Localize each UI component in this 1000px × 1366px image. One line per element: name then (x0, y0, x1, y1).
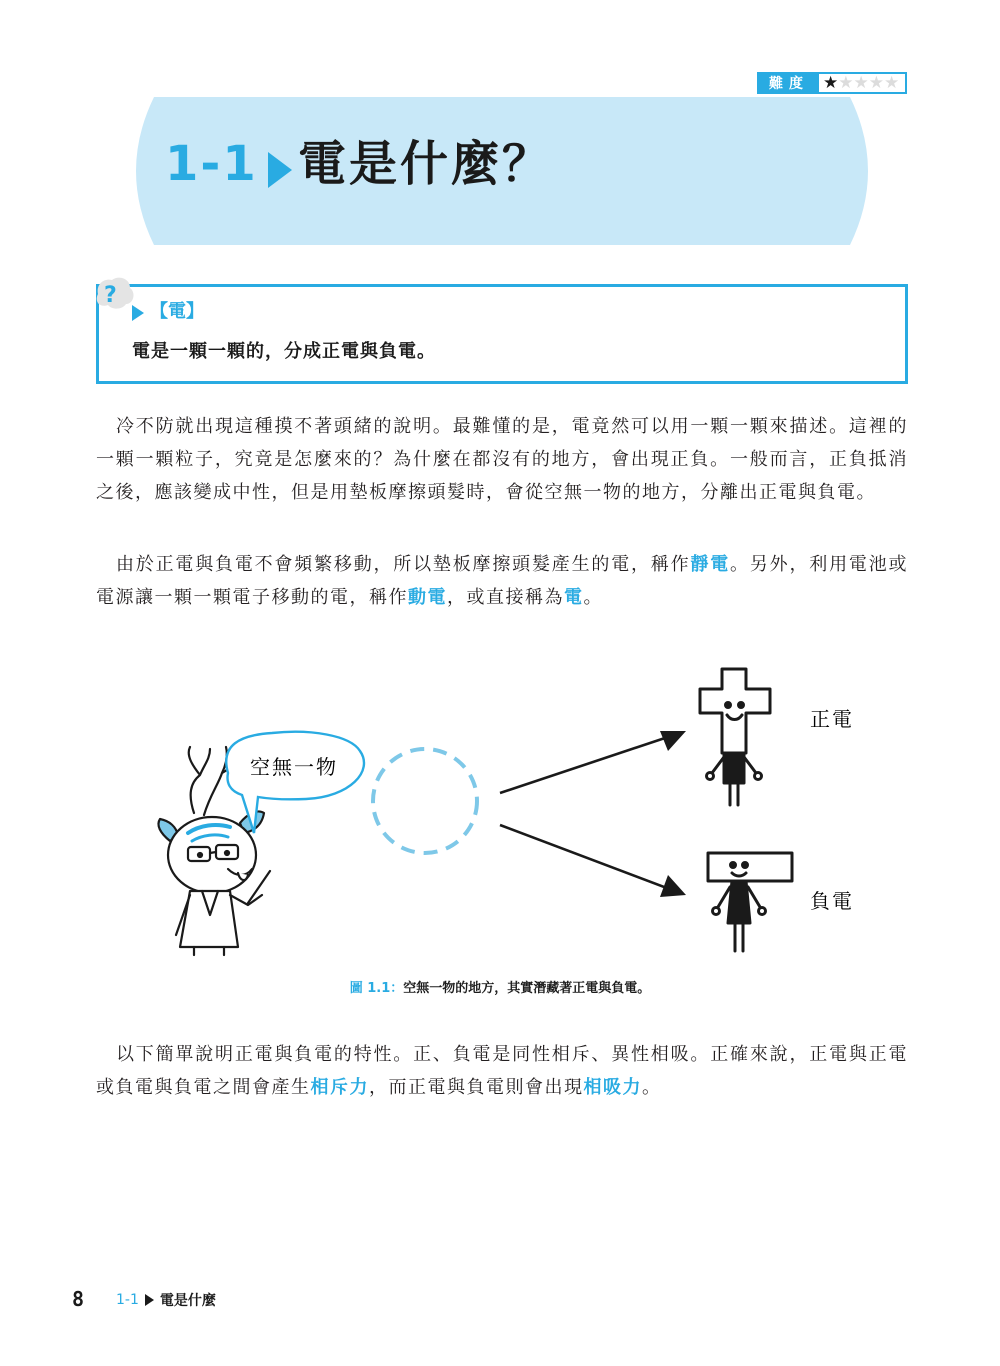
figure-illustration (130, 655, 870, 965)
paragraph-2 (96, 548, 908, 614)
text-run: ，或直接稱為 (447, 587, 564, 608)
svg-text:?: ? (104, 283, 117, 308)
running-head-number: 1-1 (116, 1292, 139, 1308)
speech-text: 空無一物 (250, 755, 338, 779)
text-run: 。另外，利用電池或電源讓一顆一顆電子移動的電，稱作 (96, 554, 909, 608)
highlight-term: 靜電 (690, 554, 731, 575)
positive-charge-character (700, 669, 770, 805)
star-icon: ★ (838, 72, 854, 93)
caption-label: 圖 1.1： (349, 981, 404, 996)
star-icon: ★ (823, 72, 839, 93)
running-head-title: 電是什麼 (159, 1293, 216, 1309)
negative-charge-label: 負電 (810, 889, 854, 913)
triangle-icon (145, 1294, 154, 1306)
difficulty-label: 難度 (759, 74, 819, 92)
highlight-term: 相斥力 (310, 1077, 369, 1098)
page-title: 電是什麼？ (298, 136, 554, 192)
highlight-term: 動電 (408, 587, 447, 608)
highlight-term: 電 (564, 587, 584, 608)
difficulty-stars (819, 74, 905, 92)
star-icon: ★ (884, 72, 900, 93)
arrow-icon (500, 825, 686, 897)
negative-charge-character (708, 853, 792, 951)
key-point-box (96, 284, 908, 384)
paragraph-1: 冷不防就出現這種摸不著頭緒的說明。最難懂的是，電竟然可以用一顆一顆來描述。這裡的一顆一顆粒子，究竟是怎麼來的？為什麼在都沒有的地方，會出現正負。一般而言，正負抵消之後，應該變成中性，但是用墊板摩擦頭髮時，會從空無一物的地方，分離出正電與負電。 (96, 416, 908, 503)
running-head (116, 1290, 216, 1310)
figure-caption (0, 977, 1000, 996)
triangle-icon (132, 305, 144, 321)
positive-charge-label: 正電 (810, 707, 854, 731)
text-run: 。 (583, 587, 603, 608)
paragraph-3 (96, 1038, 908, 1104)
empty-space-circle (373, 749, 477, 853)
text-run: ，而正電與負電則會出現 (369, 1077, 584, 1098)
caption-text: 空無一物的地方，其實潛藏著正電與負電。 (403, 981, 651, 996)
star-icon: ★ (853, 72, 869, 93)
section-number: 1-1 (165, 136, 258, 192)
arrow-icon (500, 731, 686, 793)
key-point-heading: 【電】 (150, 301, 204, 322)
page-number: 8 (72, 1287, 85, 1311)
highlight-term: 相吸力 (583, 1077, 642, 1098)
text-run: 以下簡單說明正電與負電的特性。正、負電是同性相斥、異性相吸。正確來說，正電與正電或負電與負電之間會產生 (96, 1044, 908, 1098)
text-run: 。 (642, 1077, 662, 1098)
text-run: 由於正電與負電不會頻繁移動，所以墊板摩擦頭髮產生的電，稱作 (116, 554, 691, 575)
key-point-body: 電是一顆一顆的，分成正電與負電。 (132, 341, 436, 362)
question-bubble-icon (92, 274, 136, 314)
difficulty-badge (757, 72, 907, 94)
star-icon: ★ (868, 72, 884, 93)
triangle-icon (268, 152, 292, 188)
